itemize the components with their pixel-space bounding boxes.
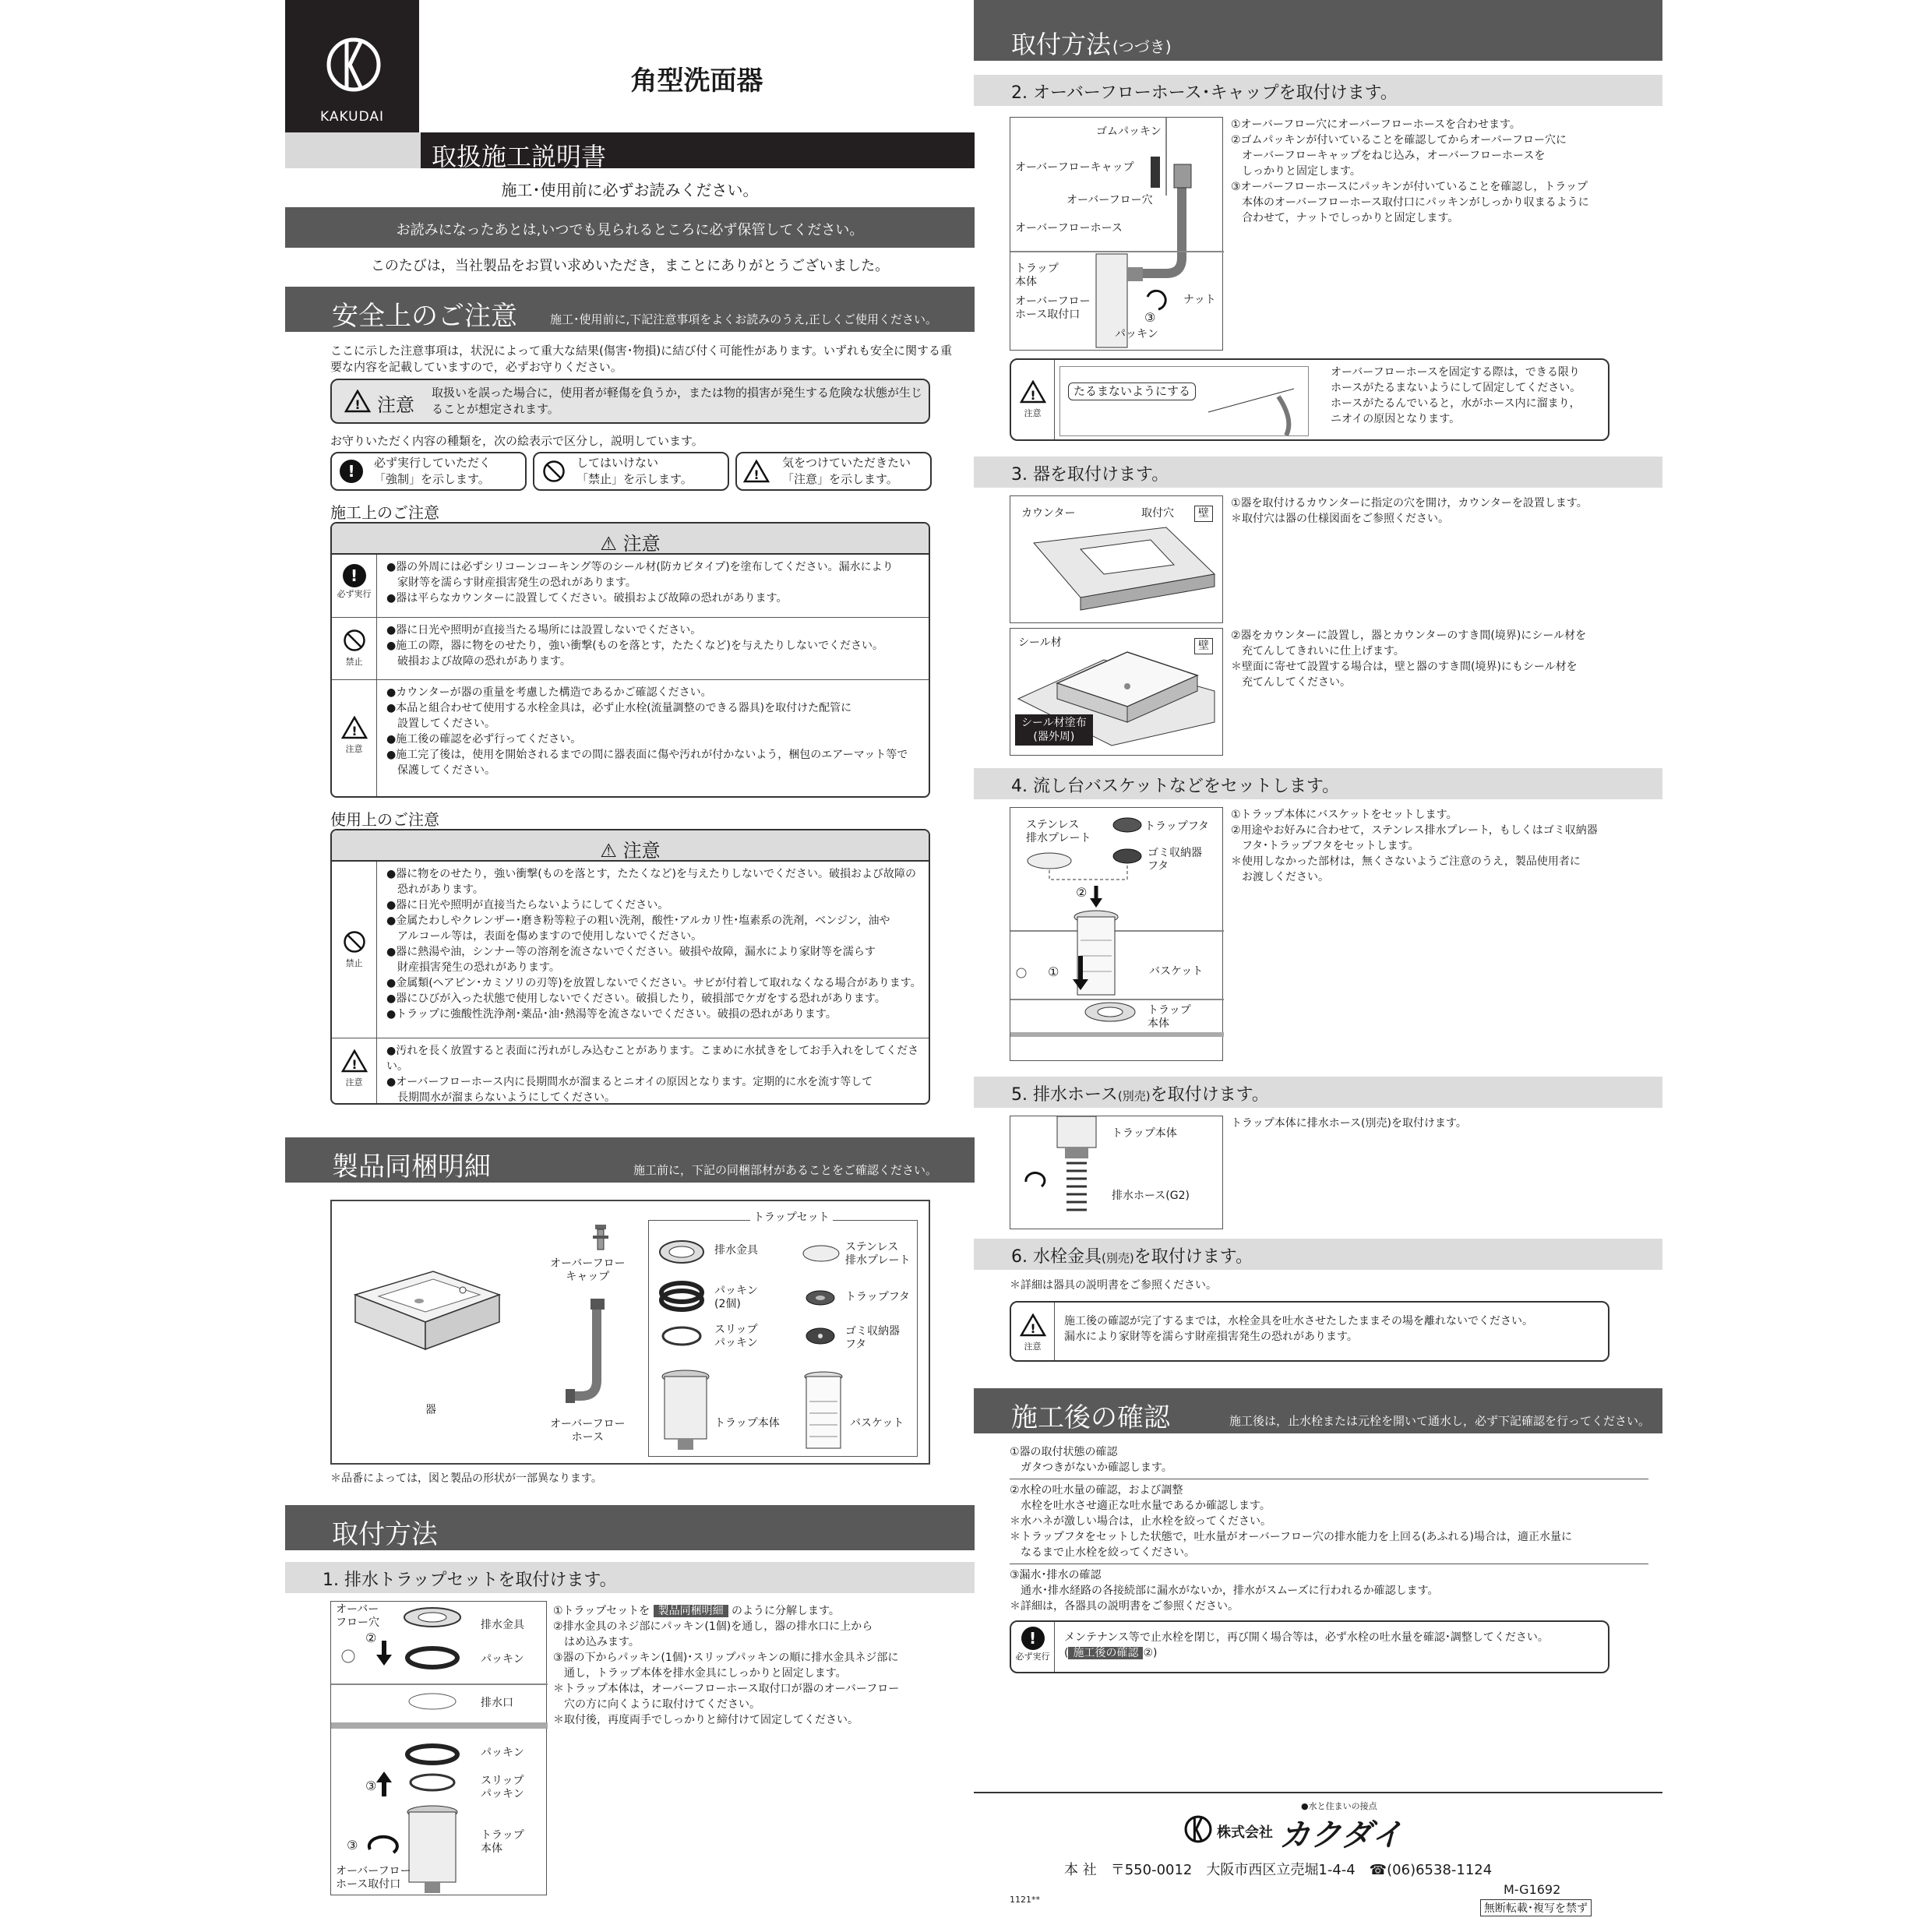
after-ref-tag: 施工後の確認 [1068, 1647, 1143, 1659]
drain-fitting-label: 排水金具 [714, 1244, 758, 1257]
legend-intro: お守りいただく内容の種類を，次の絵表示で区分し，説明しています。 [330, 434, 703, 448]
contents-sub: 施工前に，下記の同梱部材があることをご確認ください。 [633, 1163, 937, 1177]
sag-callout: たるまないようにする [1068, 383, 1196, 400]
slip-packing-label: スリップ パッキン [481, 1775, 524, 1800]
install-row-caution-text: ●カウンターが器の重量を考慮した構造であるかご確認ください。 ●本品と組合わせて使用する水栓金具は，必ず止水栓(流量調整のできる器具)を取付けた配管に 設置してください。 ●施工後の確認を必ず行ってください。 ●施工完了後は，使用を開始されるまでの間に器表面に傷や汚れが付かないよう，梱包のエアーマット等で 保護してください。 [386, 686, 908, 777]
overflow-cap-illustration [589, 1223, 612, 1254]
use-row-caution [332, 1038, 929, 1105]
trap-body-illustration [658, 1369, 713, 1454]
packing-label: パッキン [481, 1653, 524, 1666]
overflow-hole-label: オーバーフロー穴 [1066, 194, 1153, 206]
use-notes-title: 使用上のご注意 [330, 810, 439, 829]
trap-set-box [648, 1211, 918, 1457]
install-row-prohibit [332, 617, 929, 679]
after-item-3: ③漏水･排水の確認 通水･排水経路の各接続部に漏水がないか，排水がスムーズに行われるか確認します。 ＊詳細は，各器具の説明書をご参照ください。 [1010, 1569, 1439, 1613]
keep-note: お読みになったあとは,いつでも見られるところに必ず保管してください。 [285, 207, 975, 248]
step3-header: 3. 器を取付けます。 [974, 457, 1662, 488]
drain-port-label: 排水口 [481, 1697, 513, 1709]
use-notes-table [330, 829, 930, 1105]
plate-label: ステンレス 排水プレート [1026, 819, 1091, 844]
install-cont-sub: (つづき) [1112, 37, 1172, 56]
step2-figure [1010, 117, 1223, 351]
drain-hose-label: 排水ホース(G2) [1112, 1190, 1190, 1202]
step6-note: ＊詳細は器具の説明書をご参照ください。 [1010, 1279, 1217, 1292]
thanks-text: このたびは，当社製品をお買い求めいただき，まことにありがとうございました。 [370, 258, 890, 274]
seal-label: シール材 [1018, 636, 1062, 649]
tagline: ●水と住まいの接点 [1301, 1801, 1377, 1811]
prohibit-icon: 禁止 [332, 618, 377, 679]
model-code: M-G1692 [1504, 1882, 1561, 1897]
step2-num-3: ③ [1144, 310, 1156, 325]
after-must-text: メンテナンス等で止水栓を閉じ，再び開く場合等は，必ず水栓の吐水量を確認･調整してください。 ( 施工後の確認 ②) [1064, 1631, 1549, 1659]
step6-header: 6. 水栓金具(別売)を取付けます。 [974, 1239, 1662, 1270]
after-sub: 施工後は，止水栓または元栓を開いて通水し，必ず下記確認を行ってください。 [1229, 1414, 1650, 1428]
step5-text: トラップ本体に排水ホース(別売)を取付けます。 [1231, 1117, 1467, 1130]
overflow-hose-label: オーバーフローホース [1015, 222, 1123, 234]
step3-text-1: ①器を取付けるカウンターに指定の穴を開け，カウンターを設置します。 ＊取付穴は器の仕様図面をご参照ください。 [1231, 497, 1588, 525]
contents-ref-tag: 製品同梱明細 [654, 1605, 728, 1617]
step3-figure-2 [1010, 628, 1223, 756]
step4-text: ①トラップ本体にバスケットをセットします。 ②用途やお好みに合わせて，ステンレス排水プレート，もしくはゴミ収納器 フタ･トラップフタをセットします。 ＊使用しなかった部材は，無くさないようご注意のうえ，製品使用者に お渡しください。 [1231, 809, 1598, 883]
basket-illustration [802, 1370, 845, 1454]
nut-label: ナット [1183, 294, 1216, 306]
trap-body-label: トラップ本体 [1112, 1127, 1177, 1140]
legend-prohibit [533, 452, 729, 491]
must-icon: ! 必ず実行 [332, 555, 377, 617]
svg-text:!: ! [351, 724, 358, 739]
step6-caution-text: 施工後の確認が完了するまでは，水栓金具を吐水させたしたままその場を離れないでください。 漏水により家財等を濡らす財産損害発生の恐れがあります。 [1064, 1315, 1533, 1343]
must-icon: ! [340, 460, 363, 483]
gum-packing-label: ゴムパッキン [1096, 125, 1162, 138]
install-notes-table [330, 522, 930, 798]
wall-label: 壁 [1194, 506, 1213, 522]
trap-body-label: トラップ 本体 [481, 1829, 524, 1855]
legend-prohibit-line2: 「禁止」を示します。 [576, 472, 693, 486]
step4-figure [1010, 807, 1223, 1061]
trap-lid-label: トラップフタ [1144, 820, 1209, 833]
svg-text:!: ! [354, 397, 361, 412]
step6-caution-box [1010, 1301, 1609, 1362]
step4-header: 4. 流し台バスケットなどをセットします。 [974, 768, 1662, 799]
overflow-hole-label: オーバー フロー穴 [336, 1603, 379, 1629]
step1-header: 1. 排水トラップセットを取付けます。 [285, 1562, 975, 1593]
step5-figure [1010, 1116, 1223, 1229]
svg-text:!: ! [753, 467, 760, 482]
contents-header [285, 1137, 975, 1183]
legend-caution-line2: 「注意」を示します。 [782, 472, 898, 486]
step1-num-3b: ③ [347, 1838, 358, 1853]
install-row-prohibit-text: ●器に日光や照明が直接当たる場所には設置しないでください。 ●施工の際，器に物をのせたり，強い衝撃(ものを落とす，たたくなど)を与えたりしないでください。 破損および故障の恐れがあります。 [386, 624, 884, 668]
caution-icon: ! 注意 [332, 680, 377, 798]
install-notes-title: 施工上のご注意 [330, 503, 439, 522]
copyright-notice: 無断転載･複写を禁ず [1480, 1899, 1592, 1916]
safety-title: 安全上のご注意 [332, 301, 517, 332]
use-row-prohibit-text: ●器に物をのせたり，強い衝撃(ものを落とす，たたくなど)を与えたりしないでください。破損および故障の 恐れがあります。 ●器に日光や照明が直接当たらないようにしてください。 ●金属たわしやクレンザー･磨き粉等粒子の粗い洗剤，酸性･アルカリ性･塩素系の洗剤，ベンジン，油や アルコール等は，表面を傷めますので使用しないでください。 ●器に熱湯や油，シンナー等の溶剤を流さないでください。破損や故障，漏水により家財等を濡らす 財産損害発生の恐れがあります。 ●金属類(ヘアピン･カミソリの刃等)を放置しないでください。サビが付着して取れなくなる場合があります。 ●器にひびが入った状態で使用しないでください。破損したり，破損部でケガをする恐れがあります。 ●トラップに強酸性洗浄剤･薬品･油･熱湯等を流さないでください。破損の恐れがあります。 [386, 868, 922, 1021]
step5-header: 5. 排水ホース(別売)を取付けます。 [974, 1077, 1662, 1108]
logo-brand: KAKUDAI [319, 109, 385, 125]
seal-apply-label: シール材塗布 (器外周) [1015, 714, 1093, 746]
plate-label: ステンレス 排水プレート [845, 1241, 911, 1267]
trash-lid-label: ゴミ収納器 フタ [1148, 847, 1202, 873]
caution-icon [743, 460, 770, 486]
company-prefix: 株式会社 [1217, 1824, 1273, 1841]
fittings-illustration [657, 1236, 707, 1369]
read-first: 施工･使用前に必ずお読みください。 [501, 181, 759, 199]
after-header [974, 1388, 1662, 1433]
svg-text:!: ! [1029, 1321, 1036, 1336]
company-logo-icon [1184, 1815, 1212, 1843]
trap-body-label: トラップ 本体 [1015, 263, 1059, 288]
overflow-cap-label: オーバーフローキャップ [1015, 161, 1134, 174]
after-item-1: ①器の取付状態の確認 ガタつきがないか確認します。 [1010, 1444, 1648, 1479]
doc-code: 1121** [1010, 1895, 1040, 1905]
step2-caution-text: オーバーフローホースを固定する際は，できる限り ホースがたるまないようにして固定してください。 ホースがたるんでいると，水がホース内に溜まり， ニオイの原因となります。 [1331, 366, 1581, 425]
after-title: 施工後の確認 [1011, 1402, 1170, 1433]
prohibit-icon [542, 460, 566, 486]
use-table-head: ⚠ 注意 [332, 830, 929, 862]
overflow-hose-label: オーバーフロー ホース [550, 1418, 626, 1444]
address: 本 社 〒550-0012 大阪市西区立売堀1-4-4 ☎(06)6538-1124 [1064, 1862, 1493, 1878]
packing2-label: パッキン [481, 1747, 524, 1759]
install-row-caution [332, 679, 929, 798]
install-row-must [332, 555, 929, 617]
bowl-label: 器 [425, 1404, 436, 1416]
legend-must [330, 452, 527, 491]
trash-lid-label: ゴミ収納器 フタ [845, 1325, 900, 1351]
trap-body-label: トラップ 本体 [1148, 1004, 1191, 1030]
caution-icon: ! 注意 [1011, 1303, 1055, 1360]
trap-lid-illustration [805, 1289, 836, 1306]
counter-label: カウンター [1021, 507, 1076, 520]
step4-num-2: ② [1076, 885, 1088, 900]
slip-packing-label: スリップ パッキン [714, 1324, 758, 1349]
logo-mark-icon [326, 37, 381, 92]
bowl-illustration [347, 1264, 503, 1373]
legend-caution-line1: 気をつけていただきたい [782, 456, 911, 470]
step1-figure [330, 1601, 547, 1895]
caution-definition [330, 379, 930, 424]
manual-label: 取扱施工説明書 [421, 132, 975, 168]
step2-caution-box [1010, 358, 1609, 441]
svg-text:!: ! [351, 1057, 358, 1072]
trap-set-label: トラップセット [750, 1211, 833, 1225]
after-must-box [1010, 1620, 1609, 1673]
overflow-hose-illustration [566, 1299, 620, 1416]
plate-illustration [802, 1244, 841, 1263]
trap-lid-label: トラップフタ [845, 1291, 910, 1303]
manual-band-left [285, 132, 421, 168]
safety-intro: ここに示した注意事項は，状況によって重大な結果(傷害･物損)に結び付く可能性があります。いずれも安全に関する重要な内容を記載していますので，必ずお守りください。 [330, 344, 953, 374]
install-title: 取付方法 [332, 1519, 438, 1550]
install-table-head: ⚠ 注意 [332, 524, 929, 555]
caution-icon: ! 注意 [1011, 360, 1055, 439]
kakudai-logo [285, 0, 419, 134]
overflow-cap-label: オーバーフロー キャップ [550, 1257, 626, 1283]
install-row-must-text: ●器の外周には必ずシリコーンコーキング等のシール材(防カビタイプ)を塗布してください。漏水により 家財等を濡らす財産損害発生の恐れがあります。 ●器は平らなカウンターに設置してください。破損および故障の恐れがあります。 [386, 561, 894, 605]
safety-header [285, 287, 975, 332]
caution-definition-text: 取扱いを誤った場合に，使用者が軽傷を負うか，または物的損害が発生する危険な状態が生じることが想定されます。 [432, 386, 923, 416]
install-cont-header [974, 0, 1662, 61]
caution-icon: ! 注意 [332, 1038, 377, 1105]
company-name: カクダイ [1279, 1817, 1403, 1853]
after-items [1010, 1444, 1648, 1614]
step4-num-1: ① [1048, 964, 1059, 979]
use-row-prohibit [332, 862, 929, 1038]
after-item-2: ②水栓の吐水量の確認，および調整 水栓を吐水させ適正な吐水量であるか確認します。 ＊水ハネが激しい場合は，止水栓を絞ってください。 ＊トラップフタをセットした状態で，吐水量がオーバーフロー穴の排水能力を上回る(あふれる)場合は，適正水量に なるまで止水栓を絞ってください。 [1010, 1479, 1648, 1564]
hose-port-label: オーバーフロー ホース取付口 [1015, 295, 1091, 321]
install-cont-title: 取付方法 [1011, 30, 1112, 59]
step3-figure-1 [1010, 495, 1223, 623]
legend-prohibit-line1: してはいけない [576, 456, 659, 470]
must-icon: ! 必ず実行 [1011, 1622, 1055, 1672]
step1-num-2: ② [365, 1631, 377, 1645]
packing-label: パッキン [1115, 328, 1158, 340]
step1-num-3a: ③ [365, 1779, 377, 1793]
caution-label: 注意 [377, 394, 414, 416]
drain-fitting-label: 排水金具 [481, 1619, 524, 1631]
step3-text-2: ②器をカウンターに設置し，器とカウンターのすき間(境界)にシール材を 充てんしてきれいに仕上げます。 ＊壁面に寄せて設置する場合は，壁と器のすき間(境界)にもシール材を 充てんしてください。 [1231, 629, 1587, 689]
contents-title: 製品同梱明細 [332, 1151, 491, 1183]
install-header [285, 1505, 975, 1550]
trash-lid-illustration [805, 1327, 836, 1345]
page-title: 角型洗面器 [630, 65, 763, 97]
legend-must-line2: 「強制」を示します。 [374, 472, 490, 486]
use-row-caution-text: ●汚れを長く放置すると表面に汚れがしみ込むことがあります。こまめに水拭きをしてお手入れをしてください。 ●オーバーフローホース内に長期間水が溜まるとニオイの原因となります。定期的に水を流す等して 長期間水が溜まらないようにしてください。 [386, 1045, 919, 1104]
legend-caution [735, 452, 932, 491]
caution-icon [344, 390, 371, 416]
step2-header: 2. オーバーフローホース･キャップを取付けます。 [974, 75, 1662, 106]
prohibit-icon: 禁止 [332, 862, 377, 1038]
contents-note: ＊品番によっては，図と製品の形状が一部異なります。 [330, 1472, 602, 1485]
sag-illustration [1059, 366, 1309, 436]
mount-hole-label: 取付穴 [1141, 507, 1174, 520]
step2-text: ①オーバーフロー穴にオーバーフローホースを合わせます。 ②ゴムパッキンが付いていることを確認してからオーバーフロー穴に オーバーフローキャップをねじ込み，オーバーフローホースを しっかりと固定します。 ③オーバーフローホースにパッキンが付いていることを確認し，トラップ 本体のオーバーフローホース取付口にパッキンがしっかり収まるように 合わせて，ナットでしっかりと固定します。 [1231, 118, 1589, 224]
hose-port-label: オーバーフロー ホース取付口 [336, 1865, 411, 1891]
basket-label: バスケット [1149, 965, 1204, 978]
contents-figure [330, 1200, 930, 1465]
legend-must-line1: 必ず実行していただく [374, 456, 492, 470]
left-column [285, 0, 975, 1932]
footer [974, 1792, 1662, 1915]
svg-text:!: ! [1029, 388, 1036, 403]
safety-sub: 施工･使用前に,下記注意事項をよくお読みのうえ,正しくご使用ください。 [549, 312, 937, 326]
right-column [974, 0, 1662, 1932]
basket-label: バスケット [850, 1417, 904, 1430]
packing-label: パッキン (2個) [714, 1285, 758, 1310]
wall-label-2: 壁 [1194, 638, 1213, 654]
trap-body-label: トラップ本体 [714, 1417, 780, 1430]
step1-text: ①トラップセットを 製品同梱明細 のように分解します。 ②排水金具のネジ部にパッキン(1個)を通し，器の排水口に上から はめ込みます。 ③器の下からパッキン(1個)･スリップパッキンの順に排水金具ネジ部に 通し，トラップ本体を排水金具にしっかりと固定します。 ＊トラップ本体は，オーバーフローホース取付口が器のオーバーフロー 穴の方に向くように取付けてください。 ＊取付後，再度両手でしっかりと締付けて固定してください。 [553, 1605, 900, 1726]
